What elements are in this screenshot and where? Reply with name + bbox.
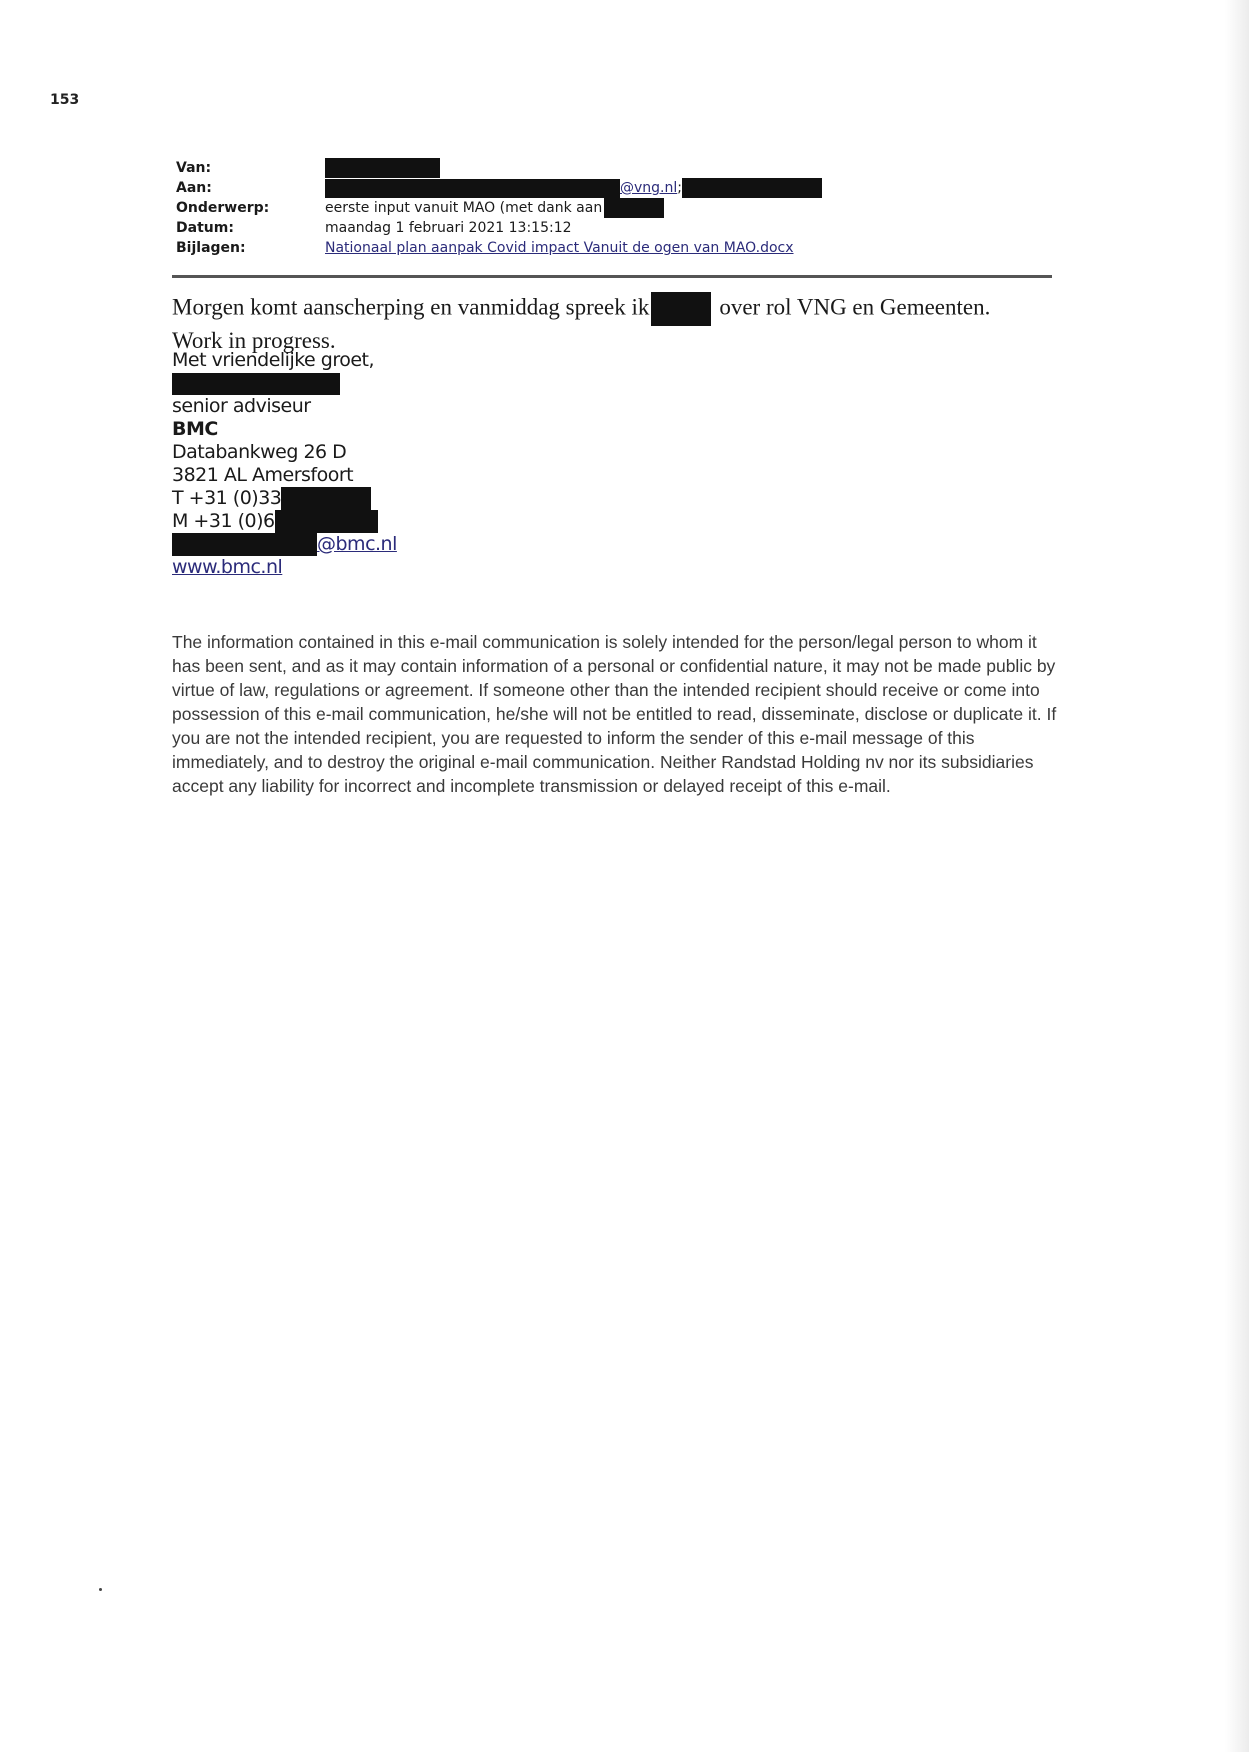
redaction-recipient-1 bbox=[325, 179, 620, 198]
aan-label: Aan: bbox=[176, 180, 212, 196]
redaction-signer-name bbox=[172, 373, 340, 395]
header-row-datum bbox=[176, 218, 1056, 238]
signature-website-link[interactable]: www.bmc.nl bbox=[172, 556, 283, 578]
header-row-onderwerp bbox=[176, 198, 1056, 218]
signature-street: Databankweg 26 D bbox=[172, 441, 347, 463]
redaction-mobile bbox=[275, 510, 378, 533]
signature-company: BMC bbox=[172, 418, 218, 440]
signature-email bbox=[172, 533, 397, 556]
aan-value bbox=[325, 178, 822, 198]
recipient-separator: ; bbox=[677, 180, 682, 196]
legal-disclaimer bbox=[172, 630, 1062, 798]
body-line-1-end: over rol VNG en Gemeenten. bbox=[719, 294, 991, 320]
phone-prefix: T +31 (0)33 bbox=[172, 487, 282, 509]
header-row-van bbox=[176, 158, 1056, 178]
mobile-prefix: M +31 (0)6 bbox=[172, 510, 275, 532]
email-body bbox=[172, 292, 990, 356]
page-edge-shadow bbox=[1225, 0, 1249, 1752]
email-header bbox=[176, 158, 1056, 258]
signature bbox=[172, 349, 397, 579]
van-label: Van: bbox=[176, 160, 212, 176]
van-value bbox=[325, 158, 440, 178]
redaction-email bbox=[172, 533, 317, 556]
signature-mobile bbox=[172, 510, 397, 533]
body-line-1-start: Morgen komt aanscherping en vanmiddag spreek ik bbox=[172, 294, 650, 320]
datum-label: Datum: bbox=[176, 220, 234, 236]
signature-greeting: Met vriendelijke groet, bbox=[172, 349, 375, 371]
signature-phone bbox=[172, 487, 397, 510]
redaction-recipient-2 bbox=[682, 178, 822, 198]
onderwerp-label: Onderwerp: bbox=[176, 200, 270, 216]
recipient-email-domain[interactable]: @vng.nl bbox=[620, 180, 678, 196]
redaction-sender bbox=[325, 158, 440, 178]
attachment-link[interactable]: Nationaal plan aanpak Covid impact Vanuit de ogen van MAO.docx bbox=[325, 240, 794, 256]
scan-speck bbox=[99, 1588, 102, 1591]
body-line-1 bbox=[172, 292, 990, 326]
header-divider bbox=[172, 275, 1052, 278]
signature-name-row bbox=[172, 372, 397, 395]
page-number: 153 bbox=[50, 92, 80, 108]
datum-value: maandag 1 februari 2021 13:15:12 bbox=[325, 220, 572, 236]
onderwerp-value bbox=[325, 198, 664, 218]
redaction-subject bbox=[604, 198, 664, 218]
header-row-bijlagen bbox=[176, 238, 1056, 258]
disclaimer-text: The information contained in this e-mail communication is solely intended for the person/legal person to whom it has been sent, and as it may contain information of a personal or confidential nature, it may not be made public by virtue of law, regulations or agreement. If someone other than the intended recipient should receive or come into possession of this e-mail communication, he/she will not be entitled to read, disseminate, disclose or duplicate it. If you are not the intended recipient, you are requested to inform the sender of this e-mail message of this immediately, and to destroy the original e-mail communication. Neither Randstad Holding nv nor its subsidiaries accept any liability for incorrect and incomplete transmission or delayed receipt of this e-mail. bbox=[172, 632, 1057, 796]
bijlagen-label: Bijlagen: bbox=[176, 240, 246, 256]
redaction-phone bbox=[281, 487, 371, 510]
signature-email-domain[interactable]: @bmc.nl bbox=[317, 533, 397, 555]
signature-title: senior adviseur bbox=[172, 395, 311, 417]
subject-text: eerste input vanuit MAO (met dank aan bbox=[325, 200, 603, 216]
body-line-2: Work in progress. bbox=[172, 328, 336, 353]
header-row-aan bbox=[176, 178, 1056, 198]
redaction-body-name bbox=[651, 292, 711, 326]
signature-city: 3821 AL Amersfoort bbox=[172, 464, 354, 486]
